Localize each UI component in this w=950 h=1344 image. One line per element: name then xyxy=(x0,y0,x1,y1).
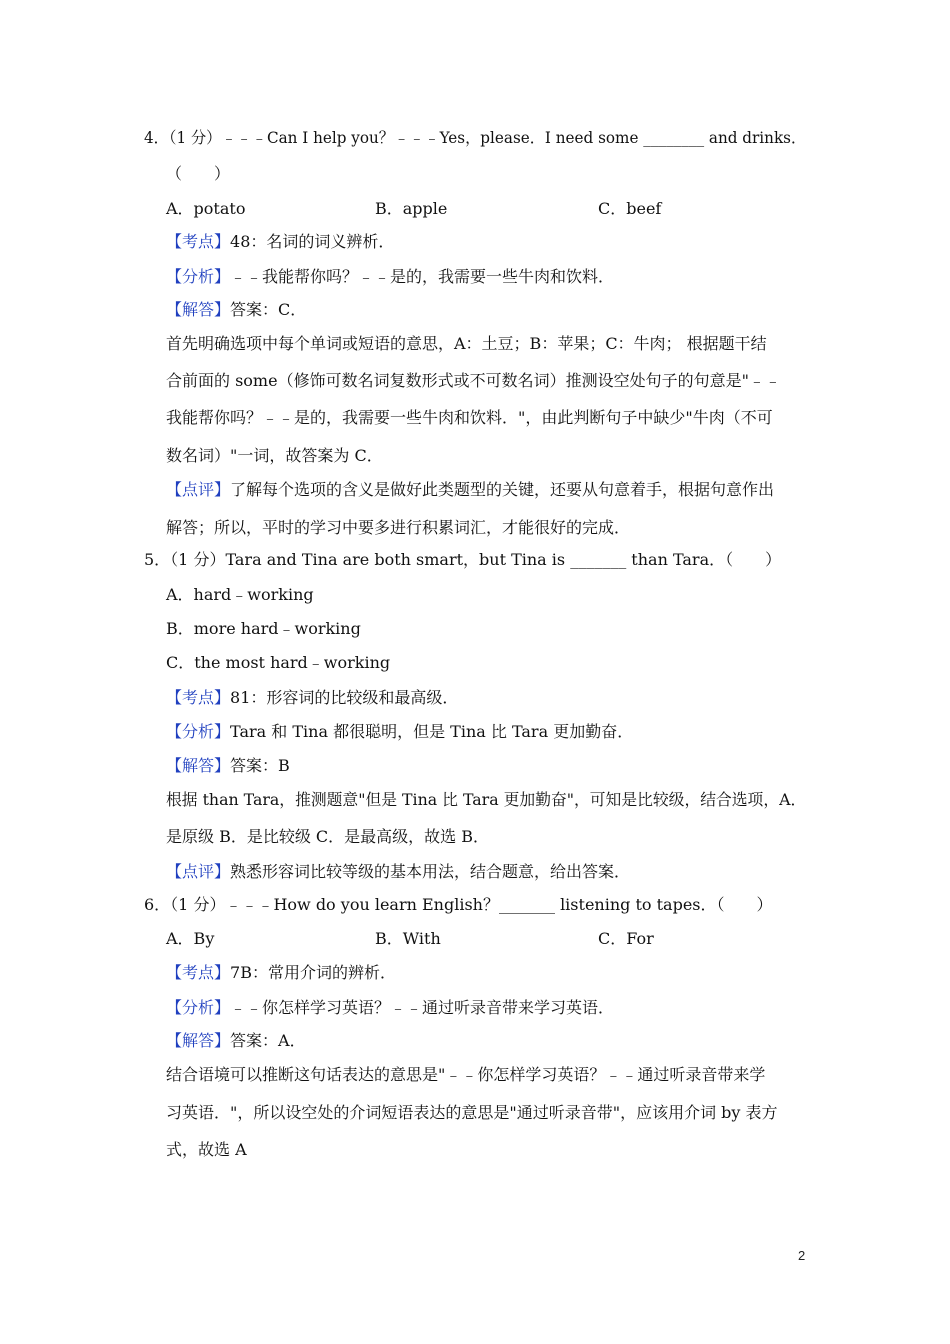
q5-fenxi-text: Tara 和 Tina 都很聪明，但是 Tina 比 Tara 更加勤奋． xyxy=(230,722,634,741)
q6-jieda xyxy=(166,1031,306,1051)
q4-explanation-line-1: 首先明确选项中每个单词或短语的意思，A：土豆；B：苹果；C：牛肉； 根据题干结 xyxy=(166,334,767,353)
q6-kaodian-text: 7B：常用介词的辨析． xyxy=(230,963,396,982)
q5-dianping xyxy=(166,862,630,882)
q5-option-b: B．more hard﹣working xyxy=(166,619,361,638)
q6-stem: 6．（1 分）﹣﹣﹣How do you learn English？_______ listening to tapes．（ ） xyxy=(144,895,773,914)
q6-explanation-line-1: 结合语境可以推断这句话表达的意思是"﹣﹣你怎样学习英语？﹣﹣通过听录音带来学 xyxy=(166,1065,766,1084)
fenxi-tag: 【分析】 xyxy=(166,998,231,1017)
q6-fenxi xyxy=(166,998,614,1018)
q5-kaodian xyxy=(166,688,458,708)
q4-stem: 4．（1 分）﹣﹣﹣Can I help you？﹣﹣﹣Yes，please．I need some ________ and drinks． xyxy=(144,128,807,147)
q6-explanation-line-3: 式，故选 A xyxy=(166,1140,247,1159)
fenxi-tag: 【分析】 xyxy=(166,267,231,286)
q6-kaodian xyxy=(166,963,396,983)
jieda-tag: 【解答】 xyxy=(166,300,231,319)
q5-jieda xyxy=(166,756,290,776)
q4-option-a: A．potato xyxy=(166,199,246,218)
q6-fenxi-text: ﹣﹣你怎样学习英语？﹣﹣通过听录音带来学习英语． xyxy=(230,998,615,1017)
q4-dianping-line-2: 解答；所以，平时的学习中要多进行积累词汇，才能很好的完成． xyxy=(166,518,631,537)
page-number: 2 xyxy=(798,1248,806,1263)
q5-dianping-text: 熟悉形容词比较等级的基本用法，结合题意，给出答案． xyxy=(230,862,631,881)
q6-option-c: C．For xyxy=(598,929,654,948)
q4-dianping-text: 了解每个选项的含义是做好此类题型的关键，还要从句意着手，根据句意作出 xyxy=(230,480,775,499)
q5-explanation-line-2: 是原级 B．是比较级 C．是最高级，故选 B． xyxy=(166,827,490,846)
q6-option-a: A．By xyxy=(166,929,215,948)
q6-option-b: B．With xyxy=(375,929,441,948)
q5-fenxi xyxy=(166,722,633,742)
q4-option-b: B．apple xyxy=(375,199,448,218)
dianping-tag: 【点评】 xyxy=(166,862,231,881)
q6-explanation-line-2: 习英语．"，所以设空处的介词短语表达的意思是"通过听录音带"，应该用介词 by 表方 xyxy=(166,1103,778,1122)
q4-kaodian-text: 48：名词的词义辨析． xyxy=(230,232,395,251)
kaodian-tag: 【考点】 xyxy=(166,963,231,982)
q5-option-c: C．the most hard﹣working xyxy=(166,653,391,672)
q4-explanation-line-2: 合前面的 some（修饰可数名词复数形式或不可数名词）推测设空处句子的句意是"﹣﹣ xyxy=(166,371,781,390)
dianping-tag: 【点评】 xyxy=(166,480,231,499)
kaodian-tag: 【考点】 xyxy=(166,688,231,707)
q4-explanation-line-3: 我能帮你吗？﹣﹣是的，我需要一些牛肉和饮料．"，由此判断句子中缺少"牛肉（不可 xyxy=(166,408,773,427)
q5-stem: 5．（1 分）Tara and Tina are both smart，but Tina is _______ than Tara．（ ） xyxy=(144,550,782,569)
q5-option-a: A．hard﹣working xyxy=(166,585,314,604)
kaodian-tag: 【考点】 xyxy=(166,232,231,251)
q5-kaodian-text: 81：形容词的比较级和最高级． xyxy=(230,688,459,707)
jieda-tag: 【解答】 xyxy=(166,1031,231,1050)
q5-explanation-line-1: 根据 than Tara，推测题意"但是 Tina 比 Tara 更加勤奋"，可知是比较级，结合选项，A． xyxy=(166,790,807,809)
q6-jieda-text: 答案：A． xyxy=(230,1031,306,1050)
q4-answer-paren: （ ） xyxy=(166,164,231,183)
jieda-tag: 【解答】 xyxy=(166,756,231,775)
q4-explanation-line-4: 数名词）"一词，故答案为 C． xyxy=(166,446,383,465)
q4-kaodian xyxy=(166,232,394,252)
q4-fenxi-text: ﹣﹣我能帮你吗？﹣﹣是的，我需要一些牛肉和饮料． xyxy=(230,267,615,286)
fenxi-tag: 【分析】 xyxy=(166,722,231,741)
q4-jieda xyxy=(166,300,306,320)
q4-fenxi xyxy=(166,267,614,287)
q4-dianping xyxy=(166,480,774,500)
q4-jieda-text: 答案：C． xyxy=(230,300,307,319)
q5-jieda-text: 答案：B xyxy=(230,756,290,775)
q4-option-c: C．beef xyxy=(598,199,662,218)
